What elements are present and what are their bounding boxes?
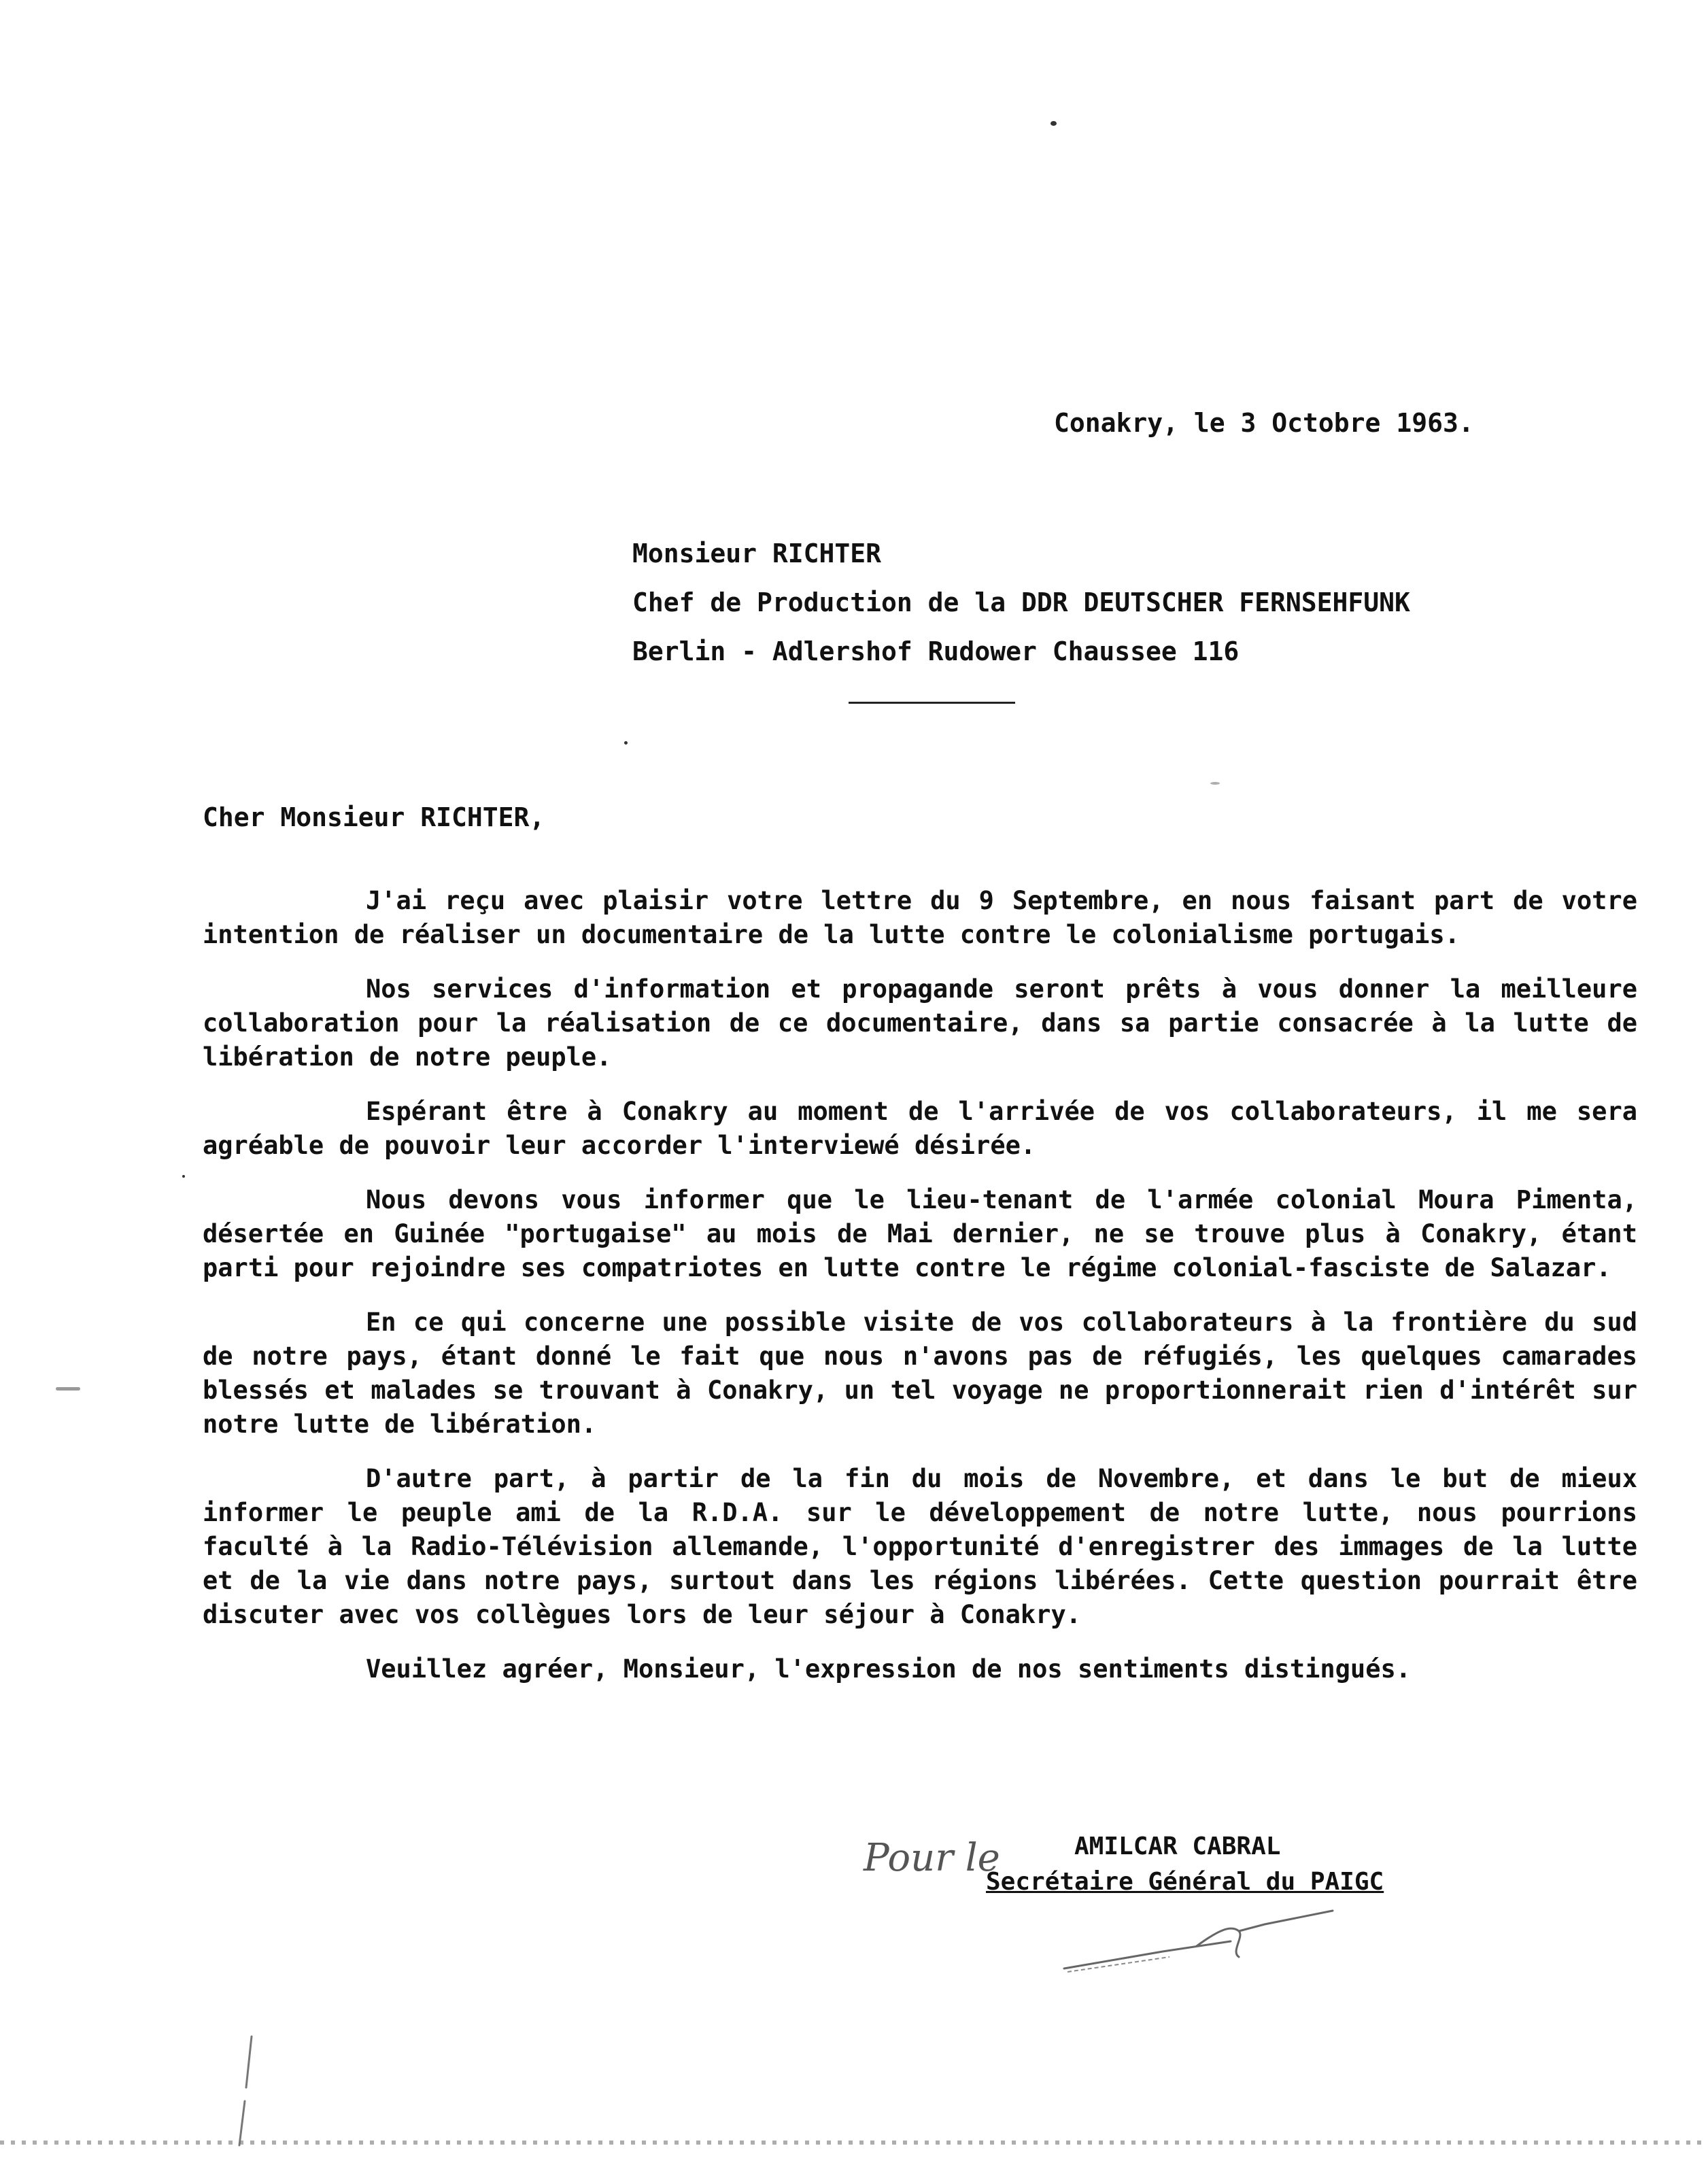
margin-pencil-mark [231, 2033, 258, 2149]
recipient-title: Chef de Production de la DDR DEUTSCHER FERNSEHFUNK [632, 587, 1410, 617]
ink-speck [1051, 121, 1057, 126]
body-paragraph: Nos services d'information et propagande seront prêts à vous donner la meilleure collaboration pour la réalisation de ce documentaire, dans sa partie consacrée à la lutte de libération de notre peuple. [203, 974, 1637, 1072]
body-paragraph: Espérant être à Conakry au moment de l'arrivée de vos collaborateurs, il me sera agréable de pouvoir leur accorder l'interviewé désirée. [203, 1097, 1637, 1160]
handwritten-signature [1061, 1904, 1346, 1979]
address-divider [849, 702, 1015, 704]
signatory-title: Secrétaire Général du PAIGC [986, 1868, 1384, 1896]
recipient-name: Monsieur RICHTER [632, 539, 882, 568]
body-paragraph: J'ai reçu avec plaisir votre lettre du 9 Septembre, en nous faisant part de votre intention de réaliser un documentaire de la lutte contre le colonialisme portugais. [203, 886, 1637, 949]
ink-speck [624, 741, 628, 745]
ink-speck [1210, 782, 1220, 785]
signature-block [986, 1829, 1462, 1900]
handwritten-annotation: Pour le [864, 1836, 1000, 1880]
body-paragraph: Nous devons vous informer que le lieu-tenant de l'armée colonial Moura Pimenta, désertée en Guinée "portugaise" au mois de Mai dernier, ne se trouve plus à Conakry, étant parti pour rejoindre ses compatriotes en lutte contre le régime colonial-fasciste de Salazar. [203, 1185, 1637, 1282]
letter-body [203, 884, 1637, 1707]
recipient-address [632, 529, 1516, 676]
ink-speck [182, 1175, 185, 1178]
body-paragraph: En ce qui concerne une possible visite de vos collaborateurs à la frontière du sud de notre pays, étant donné le fait que nous n'avons pas de réfugiés, les quelques camarades blessés et malades se trouvant à Conakry, un tel voyage ne proportionnerait rien d'intérêt sur notre lutte de libération. [203, 1308, 1637, 1439]
body-paragraph: D'autre part, à partir de la fin du mois de Novembre, et dans le but de mieux informer le peuple ami de la R.D.A. sur le développement de notre lutte, nous pourrions faculté à la Radio-Télévision allemande, l'opportunité d'enregistrer des immages de la lutte et de la vie dans notre pays, surtout dans les régions libérées. Cette question pourrait être discuter avec vos collègues lors de leur séjour à Conakry. [203, 1464, 1637, 1629]
letter-date: Conakry, le 3 Octobre 1963. [1054, 408, 1474, 438]
signatory-name: AMILCAR CABRAL [1074, 1832, 1281, 1860]
closing-formula: Veuillez agréer, Monsieur, l'expression de nos sentiments distingués. [366, 1654, 1412, 1684]
scan-edge [0, 2141, 1708, 2145]
salutation: Cher Monsieur RICHTER, [203, 802, 545, 832]
recipient-street: Berlin - Adlershof Rudower Chaussee 116 [632, 636, 1240, 666]
ink-speck [56, 1387, 80, 1391]
